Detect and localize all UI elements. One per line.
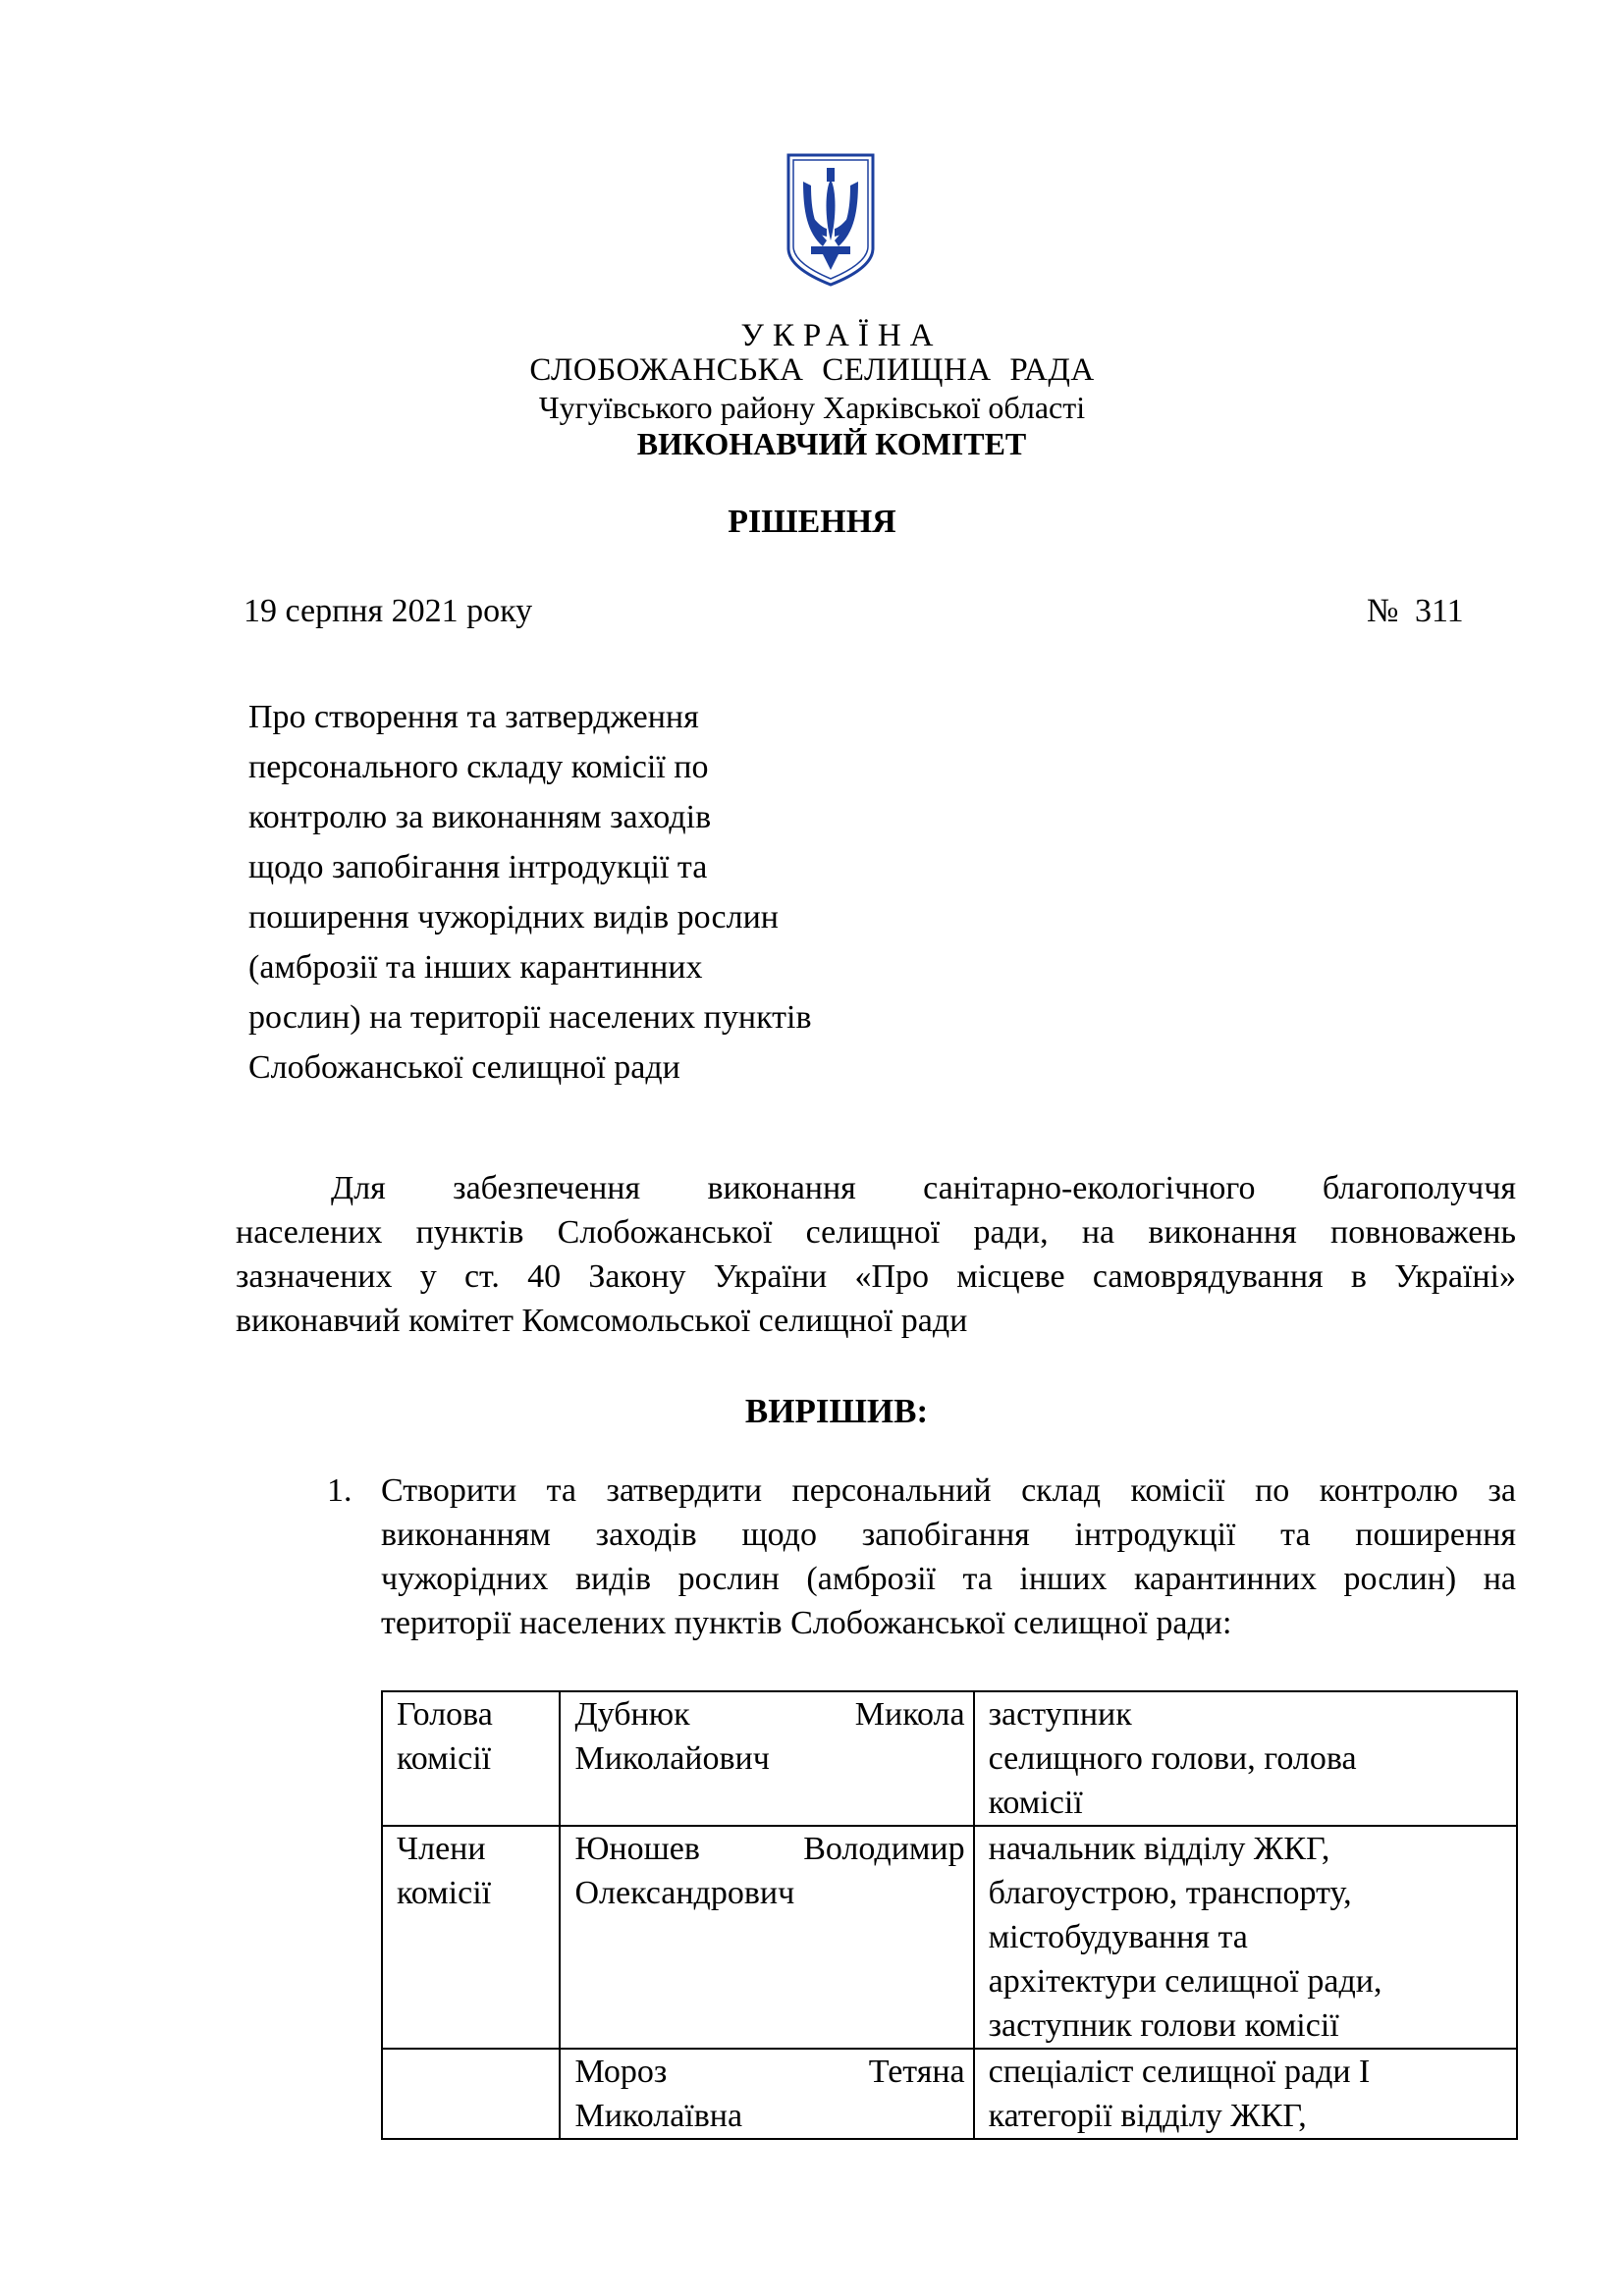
position-text: комісії (988, 1785, 1083, 1821)
table-row (382, 1826, 1517, 2049)
header-country: УКРАЇНА (740, 318, 943, 353)
member-role-cell (382, 1826, 560, 2049)
name-text: Дубнюк Микола (574, 1696, 965, 1733)
role-text: комісії (397, 1740, 492, 1777)
coat-of-arms-icon (785, 152, 876, 288)
preamble-paragraph (236, 1166, 1516, 1343)
subject-line: (амброзії та інших карантинних (248, 949, 703, 986)
position-text: заступник (988, 1696, 1132, 1733)
member-role-cell (382, 2049, 560, 2139)
preamble-line: виконавчий комітет Комсомольської селищної ради (236, 1303, 968, 1339)
subject-line: рослин) на території населених пунктів (248, 999, 812, 1036)
subject-line: щодо запобігання інтродукції та (248, 849, 708, 885)
member-position-cell (974, 2049, 1517, 2139)
header-council: СЛОБОЖАНСЬКА СЕЛИЩНА РАДА (529, 352, 1095, 388)
preamble-line: зазначених у ст. 40 Закону України «Про місцеве самоврядування в Україні» (236, 1258, 1516, 1295)
header-committee: ВИКОНАВЧИЙ КОМІТЕТ (636, 426, 1027, 461)
member-name-cell (560, 1826, 973, 2049)
position-text: архітектури селищної ради, (988, 1963, 1382, 2000)
header-district: Чугуївського району Харківської області (538, 390, 1086, 425)
position-text: містобудування та (988, 1919, 1248, 1955)
position-text: спеціаліст селищної ради І (988, 2054, 1371, 2090)
position-text: категорії відділу ЖКГ, (988, 2098, 1307, 2134)
item-line: виконанням заходів щодо запобігання інтродукції та поширення (381, 1517, 1516, 1553)
name-text: Миколайович (574, 1740, 770, 1777)
name-text: Мороз Тетяна (574, 2054, 965, 2090)
commission-members-table (381, 1690, 1518, 2140)
subject-line: персонального складу комісії по (248, 749, 709, 785)
decision-subject (248, 692, 955, 1093)
item-number: 1. (327, 1472, 352, 1509)
member-position-cell (974, 1826, 1517, 2049)
resolved-heading: ВИРІШИВ: (744, 1392, 929, 1430)
member-role-cell (382, 1691, 560, 1826)
item-text (381, 1468, 1516, 1645)
item-line: чужорідних видів рослин (амброзії та інших карантинних рослин) на (381, 1561, 1516, 1597)
decision-date: 19 серпня 2021 року (244, 593, 533, 629)
preamble-line: Для забезпечення виконання санітарно-екологічного благополуччя (331, 1170, 1516, 1206)
position-text: заступник голови комісії (988, 2007, 1339, 2044)
name-text: Олександрович (574, 1875, 795, 1911)
item-line: території населених пунктів Слобожанської селищної ради: (381, 1605, 1232, 1641)
document-type-title: РІШЕННЯ (728, 504, 896, 540)
subject-line: контролю за виконанням заходів (248, 799, 712, 835)
position-text: начальник відділу ЖКГ, (988, 1831, 1330, 1867)
table-row (382, 1691, 1517, 1826)
position-text: благоустрою, транспорту, (988, 1875, 1352, 1911)
item-line: Створити та затвердити персональний склад комісії по контролю за (381, 1472, 1516, 1509)
subject-line: поширення чужорідних видів рослин (248, 899, 779, 935)
role-text: Голова (397, 1696, 493, 1733)
role-text: комісії (397, 1875, 492, 1911)
position-text: селищного голови, голова (988, 1740, 1357, 1777)
member-name-cell (560, 2049, 973, 2139)
decision-number: № 311 (1367, 593, 1464, 629)
member-position-cell (974, 1691, 1517, 1826)
name-text: Миколаївна (574, 2098, 743, 2134)
name-text: Юношев Володимир (574, 1831, 965, 1867)
preamble-line: населених пунктів Слобожанської селищної ради, на виконання повноважень (236, 1214, 1516, 1251)
member-name-cell (560, 1691, 973, 1826)
role-text: Члени (397, 1831, 486, 1867)
table-row (382, 2049, 1517, 2139)
subject-line: Про створення та затвердження (248, 699, 699, 735)
subject-line: Слобожанської селищної ради (248, 1049, 680, 1086)
